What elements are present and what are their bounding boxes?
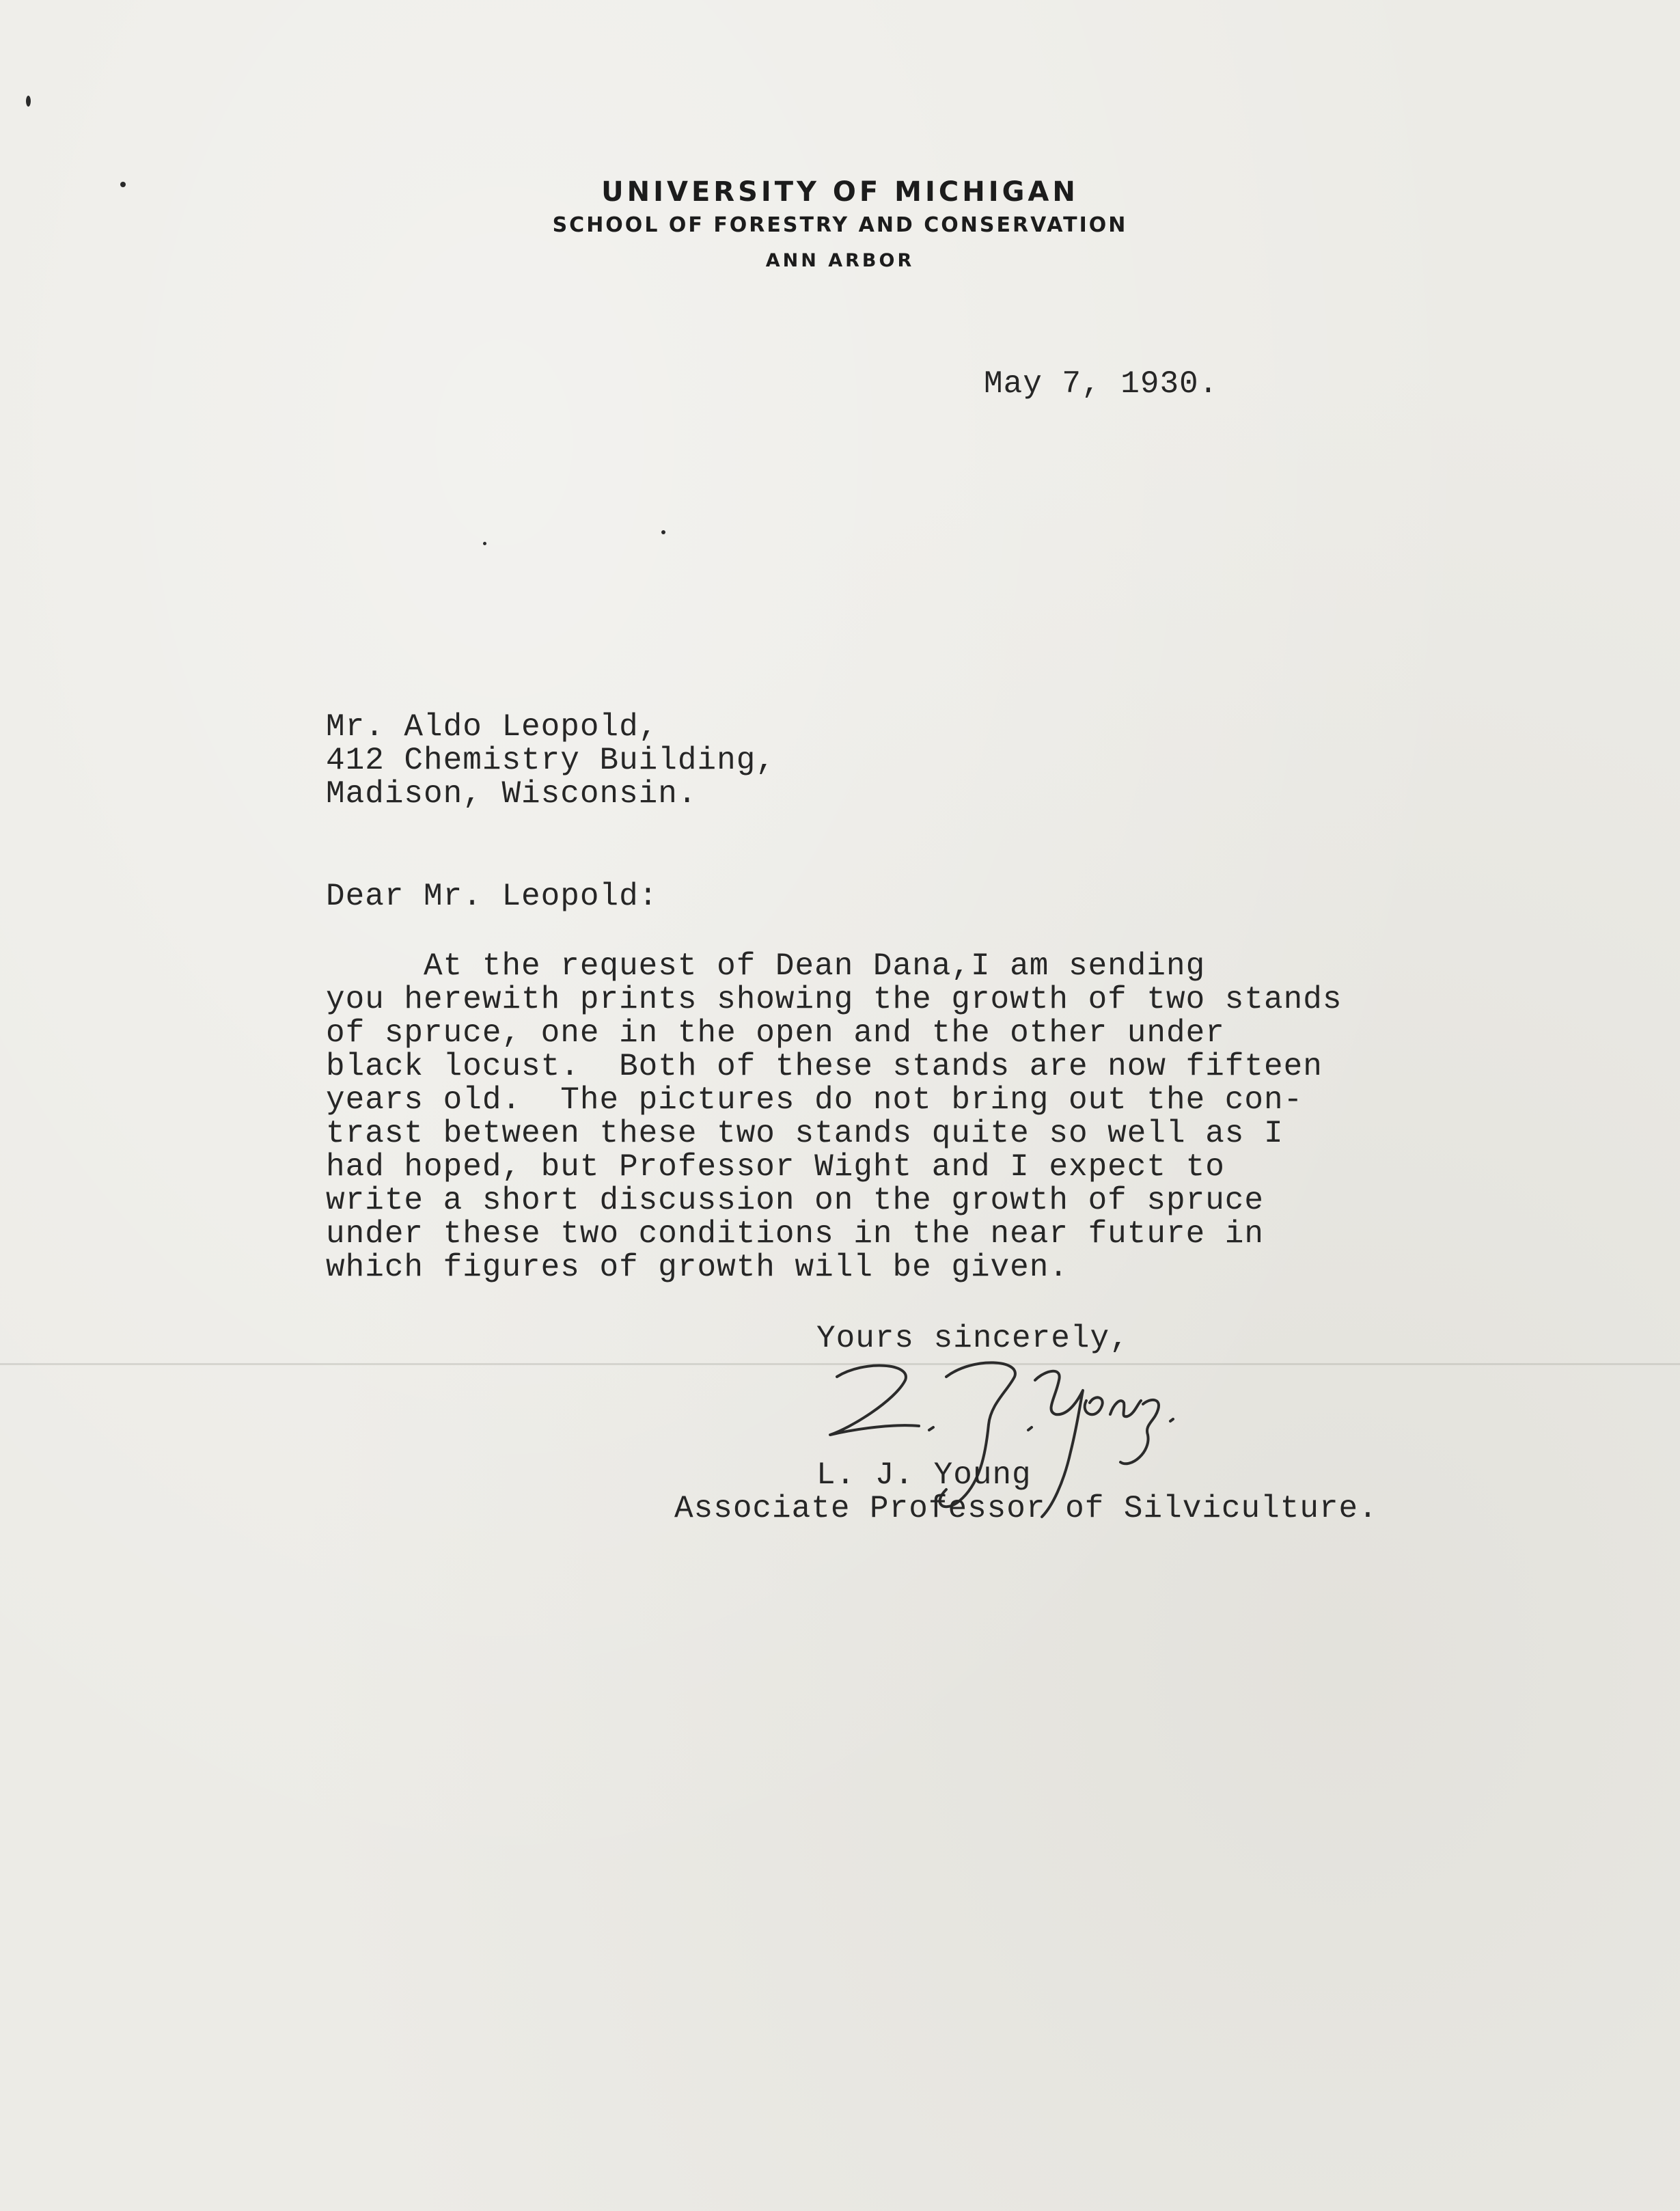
paper-speck [483,542,486,545]
paper-speck [661,530,665,534]
body-line: of spruce, one in the open and the other under [326,1015,1225,1051]
salutation: Dear Mr. Leopold: [326,879,659,914]
letter-body [326,950,1342,1285]
letterhead-city: ANN ARBOR [765,250,915,271]
signer-title: Associate Professor of Silviculture. [674,1491,1378,1526]
letter-date: May 7, 1930. [984,366,1219,402]
body-line: years old. The pictures do not bring out the con- [326,1082,1304,1118]
body-line: trast between these two stands quite so well as I [326,1116,1284,1151]
paper-speck [26,96,31,107]
recipient-street: 412 Chemistry Building, [326,743,775,778]
body-line: you herewith prints showing the growth of two stands [326,982,1342,1017]
recipient-address [326,711,775,811]
body-line: write a short discussion on the growth of spruce [326,1183,1265,1218]
body-line: At the request of Dean Dana,I am sending [326,948,1206,984]
body-line: black locust. Both of these stands are now fifteen [326,1049,1323,1084]
letterhead-institution: UNIVERSITY OF MICHIGAN [601,176,1079,208]
recipient-city: Madison, Wisconsin. [326,776,698,812]
recipient-name: Mr. Aldo Leopold, [326,709,659,745]
body-line: which figures of growth will be given. [326,1250,1069,1285]
body-line: under these two conditions in the near future in [326,1216,1265,1252]
letterhead-school: SCHOOL OF FORESTRY AND CONSERVATION [552,213,1128,237]
closing: Yours sincerely, [816,1321,1129,1356]
body-line: had hoped, but Professor Wight and I expect to [326,1149,1225,1185]
signer-name: L. J. Young [816,1457,1032,1493]
